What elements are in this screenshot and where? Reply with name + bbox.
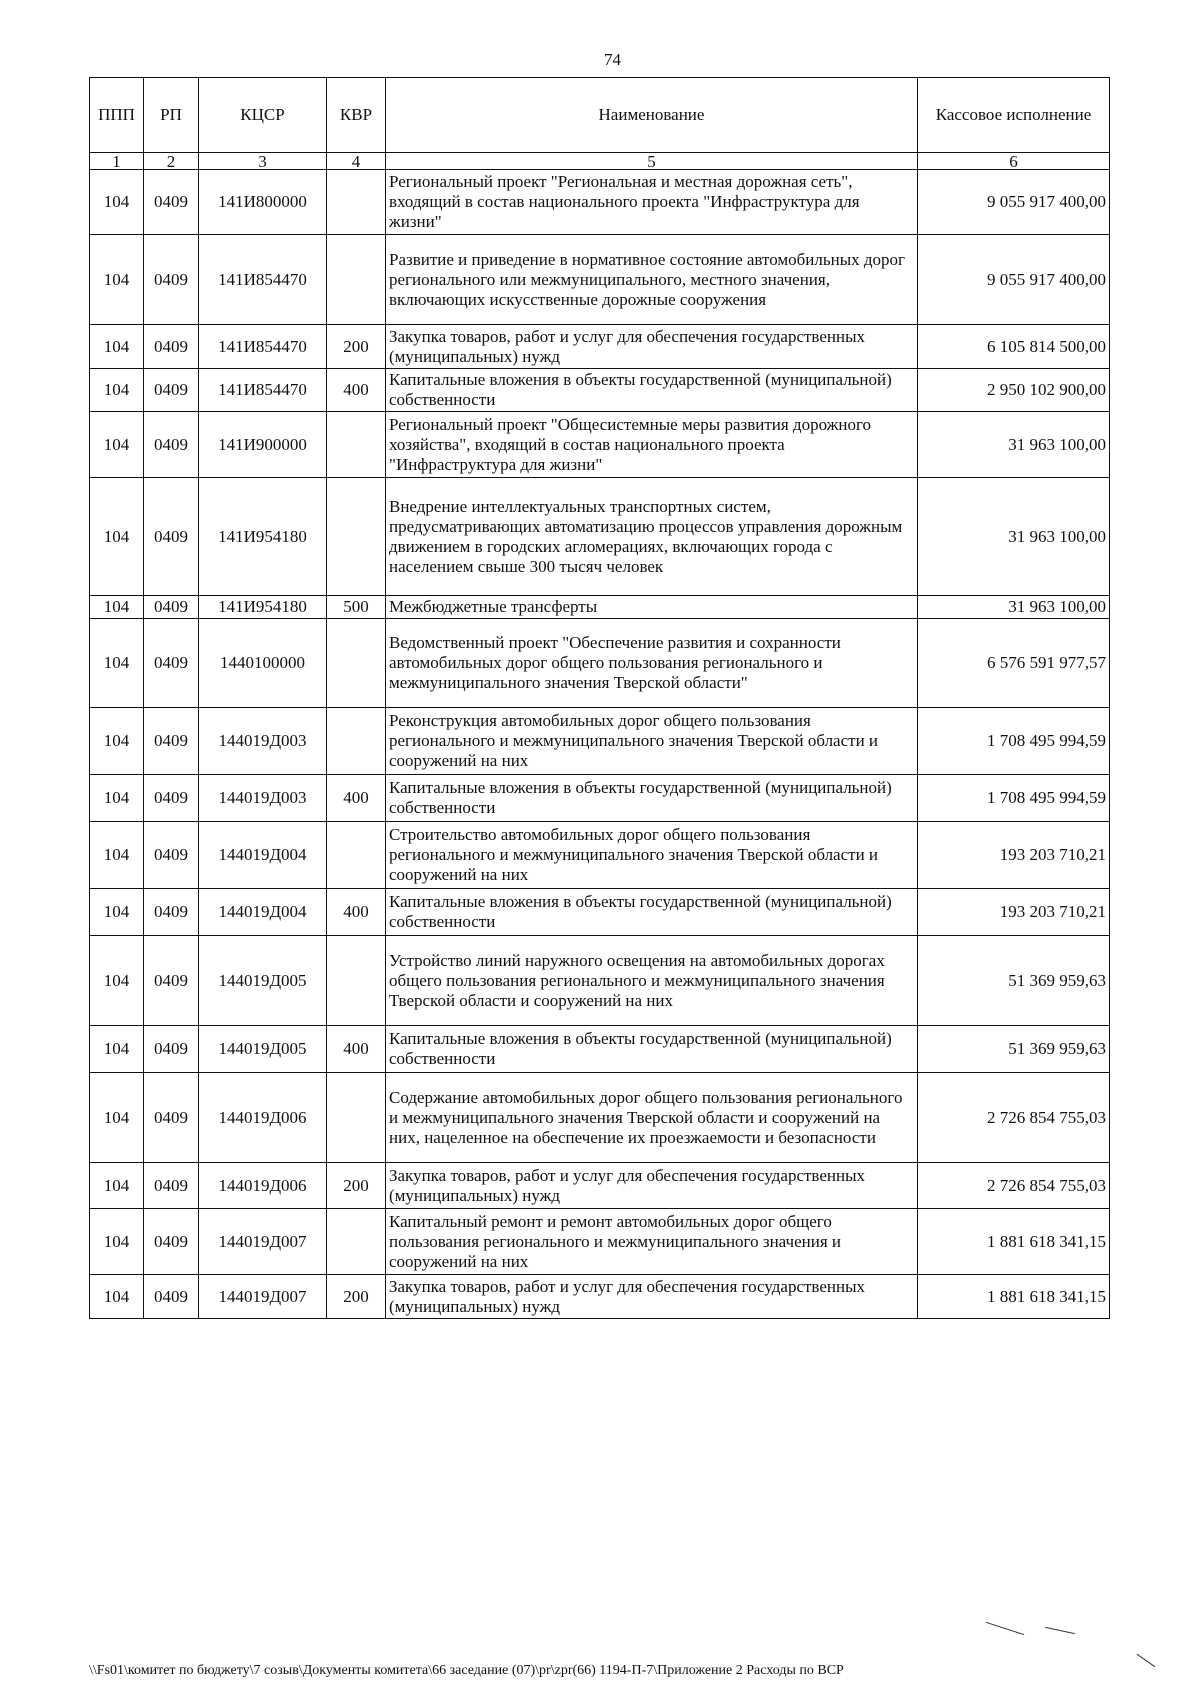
ppp-cell: 104 [90,170,144,235]
kcsr-cell: 144019Д003 [199,708,327,775]
kcsr-cell: 144019Д004 [199,889,327,936]
column-number: 3 [199,153,327,170]
rp-cell: 0409 [144,1275,199,1319]
kvr-cell: 200 [327,1275,386,1319]
kvr-cell [327,1073,386,1163]
table-row [90,822,1110,889]
rp-cell: 0409 [144,412,199,478]
table-row [90,412,1110,478]
kvr-cell [327,936,386,1026]
rp-cell: 0409 [144,1073,199,1163]
table-row [90,936,1110,1026]
name-cell: Капитальные вложения в объекты государственной (муниципальной) собственности [386,889,918,936]
rp-cell: 0409 [144,325,199,369]
footer-file-path: \\Fs01\комитет по бюджету\7 созыв\Документы комитета\66 заседание (07)\pr\zpr(66) 1194-П-7\Приложение 2 Расходы по ВСР [89,1663,844,1678]
rp-cell: 0409 [144,369,199,412]
ppp-cell: 104 [90,889,144,936]
ppp-cell: 104 [90,822,144,889]
ppp-cell: 104 [90,369,144,412]
table-row [90,708,1110,775]
kvr-cell [327,1209,386,1275]
amount-cell: 31 963 100,00 [918,478,1110,596]
kvr-cell: 400 [327,775,386,822]
table-row [90,1275,1110,1319]
kcsr-cell: 141И954180 [199,596,327,619]
scan-mark [1045,1627,1075,1634]
name-cell: Строительство автомобильных дорог общего пользования регионального и межмуниципального значения Тверской области и сооружений на них [386,822,918,889]
header-rp: РП [144,78,199,153]
amount-cell: 1 881 618 341,15 [918,1275,1110,1319]
rp-cell: 0409 [144,889,199,936]
table-header-row [90,78,1110,153]
rp-cell: 0409 [144,235,199,325]
rp-cell: 0409 [144,822,199,889]
name-cell: Закупка товаров, работ и услуг для обеспечения государственных (муниципальных) нужд [386,325,918,369]
kvr-cell: 400 [327,369,386,412]
kvr-cell [327,235,386,325]
column-number: 6 [918,153,1110,170]
ppp-cell: 104 [90,775,144,822]
name-cell: Капитальные вложения в объекты государственной (муниципальной) собственности [386,1026,918,1073]
kcsr-cell: 144019Д005 [199,936,327,1026]
kvr-cell [327,412,386,478]
header-name: Наименование [386,78,918,153]
kcsr-cell: 144019Д006 [199,1073,327,1163]
name-cell: Межбюджетные трансферты [386,596,918,619]
amount-cell: 51 369 959,63 [918,1026,1110,1073]
ppp-cell: 104 [90,1163,144,1209]
amount-cell: 31 963 100,00 [918,596,1110,619]
kcsr-cell: 141И900000 [199,412,327,478]
ppp-cell: 104 [90,412,144,478]
scan-mark [1137,1654,1156,1667]
name-cell: Ведомственный проект "Обеспечение развития и сохранности автомобильных дорог общего пользования регионального и межмуниципального значения Тверской области" [386,619,918,708]
budget-table [89,77,1110,1319]
ppp-cell: 104 [90,235,144,325]
rp-cell: 0409 [144,708,199,775]
rp-cell: 0409 [144,596,199,619]
table-row [90,478,1110,596]
table-row [90,596,1110,619]
amount-cell: 2 726 854 755,03 [918,1073,1110,1163]
ppp-cell: 104 [90,708,144,775]
column-number-row [90,153,1110,170]
ppp-cell: 104 [90,1073,144,1163]
ppp-cell: 104 [90,596,144,619]
kcsr-cell: 144019Д007 [199,1209,327,1275]
column-number: 5 [386,153,918,170]
kcsr-cell: 1440100000 [199,619,327,708]
ppp-cell: 104 [90,1209,144,1275]
rp-cell: 0409 [144,1163,199,1209]
ppp-cell: 104 [90,1275,144,1319]
kcsr-cell: 144019Д004 [199,822,327,889]
rp-cell: 0409 [144,619,199,708]
kvr-cell: 500 [327,596,386,619]
name-cell: Закупка товаров, работ и услуг для обеспечения государственных (муниципальных) нужд [386,1275,918,1319]
header-amount: Кассовое исполнение [918,78,1110,153]
column-number: 1 [90,153,144,170]
rp-cell: 0409 [144,1209,199,1275]
kvr-cell [327,170,386,235]
table-row [90,1026,1110,1073]
amount-cell: 193 203 710,21 [918,889,1110,936]
kvr-cell: 400 [327,889,386,936]
amount-cell: 9 055 917 400,00 [918,235,1110,325]
kcsr-cell: 141И854470 [199,369,327,412]
kvr-cell: 200 [327,325,386,369]
table-row [90,325,1110,369]
kvr-cell: 400 [327,1026,386,1073]
kcsr-cell: 144019Д003 [199,775,327,822]
table-row [90,170,1110,235]
kvr-cell [327,478,386,596]
header-ppp: ППП [90,78,144,153]
name-cell: Содержание автомобильных дорог общего пользования регионального и межмуниципального значения Тверской области и сооружений на них, нацеленное на обеспечение их проезжаемости и безопасности [386,1073,918,1163]
name-cell: Развитие и приведение в нормативное состояние автомобильных дорог регионального или межмуниципального, местного значения, включающих искусственные дорожные сооружения [386,235,918,325]
table-row [90,1163,1110,1209]
kvr-cell [327,619,386,708]
table-row [90,235,1110,325]
ppp-cell: 104 [90,619,144,708]
amount-cell: 51 369 959,63 [918,936,1110,1026]
amount-cell: 9 055 917 400,00 [918,170,1110,235]
name-cell: Закупка товаров, работ и услуг для обеспечения государственных (муниципальных) нужд [386,1163,918,1209]
table-row [90,889,1110,936]
amount-cell: 193 203 710,21 [918,822,1110,889]
name-cell: Внедрение интеллектуальных транспортных систем, предусматривающих автоматизацию процессов управления дорожным движением в городских агломерациях, включающих города с населением свыше 300 тысяч человек [386,478,918,596]
amount-cell: 6 105 814 500,00 [918,325,1110,369]
kvr-cell: 200 [327,1163,386,1209]
kvr-cell [327,708,386,775]
amount-cell: 1 881 618 341,15 [918,1209,1110,1275]
column-number: 2 [144,153,199,170]
column-number: 4 [327,153,386,170]
rp-cell: 0409 [144,170,199,235]
table-row [90,1073,1110,1163]
ppp-cell: 104 [90,1026,144,1073]
amount-cell: 2 950 102 900,00 [918,369,1110,412]
name-cell: Реконструкция автомобильных дорог общего пользования регионального и межмуниципального значения Тверской области и сооружений на них [386,708,918,775]
name-cell: Устройство линий наружного освещения на автомобильных дорогах общего пользования регионального и межмуниципального значения Тверской области и сооружений на них [386,936,918,1026]
kcsr-cell: 144019Д007 [199,1275,327,1319]
name-cell: Региональный проект "Региональная и местная дорожная сеть", входящий в состав национального проекта "Инфраструктура для жизни" [386,170,918,235]
name-cell: Капитальные вложения в объекты государственной (муниципальной) собственности [386,775,918,822]
header-kvr: КВР [327,78,386,153]
amount-cell: 1 708 495 994,59 [918,775,1110,822]
ppp-cell: 104 [90,478,144,596]
table-row [90,775,1110,822]
scan-mark [986,1622,1024,1635]
header-kcsr: КЦСР [199,78,327,153]
table-row [90,1209,1110,1275]
kcsr-cell: 144019Д006 [199,1163,327,1209]
rp-cell: 0409 [144,775,199,822]
kcsr-cell: 144019Д005 [199,1026,327,1073]
kcsr-cell: 141И854470 [199,325,327,369]
kcsr-cell: 141И954180 [199,478,327,596]
kvr-cell [327,822,386,889]
amount-cell: 1 708 495 994,59 [918,708,1110,775]
name-cell: Региональный проект "Общесистемные меры развития дорожного хозяйства", входящий в состав национального проекта "Инфраструктура для жизни" [386,412,918,478]
amount-cell: 6 576 591 977,57 [918,619,1110,708]
table-row [90,369,1110,412]
page-number: 74 [604,50,621,69]
ppp-cell: 104 [90,936,144,1026]
name-cell: Капитальный ремонт и ремонт автомобильных дорог общего пользования регионального и межмуниципального значения и сооружений на них [386,1209,918,1275]
rp-cell: 0409 [144,936,199,1026]
table-body [90,170,1110,1319]
rp-cell: 0409 [144,478,199,596]
rp-cell: 0409 [144,1026,199,1073]
table-row [90,619,1110,708]
amount-cell: 31 963 100,00 [918,412,1110,478]
kcsr-cell: 141И800000 [199,170,327,235]
name-cell: Капитальные вложения в объекты государственной (муниципальной) собственности [386,369,918,412]
kcsr-cell: 141И854470 [199,235,327,325]
ppp-cell: 104 [90,325,144,369]
amount-cell: 2 726 854 755,03 [918,1163,1110,1209]
